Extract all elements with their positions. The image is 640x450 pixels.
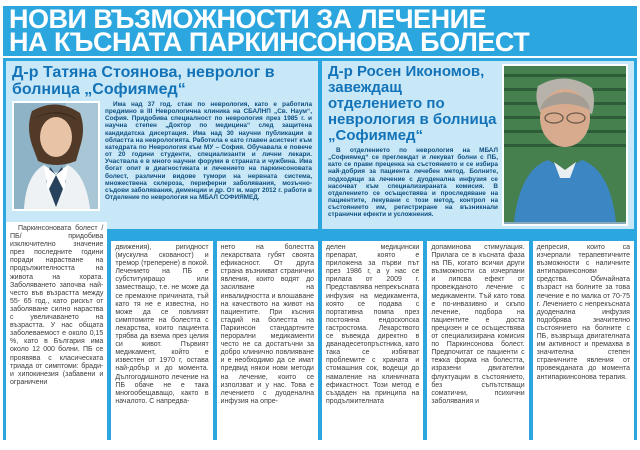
doctor-right-bio: В отделението по неврология на МБАЛ „Софиямед“ се преглеждат и лекуват болни с ПБ, като се прави преценка на състоянието и се избира най-добрия за пациента лечебен метод. Болните, подходящи за лечение с дуоденална инфузия се насочват към специализираната комисия. В отделението се осъществява и проследяване на пациентите, лекувани с този метод, контрол на състоянието им, регистриране на възникнали странични ефекти и усложнения. bbox=[328, 147, 498, 219]
headline-line-1: НОВИ ВЪЗМОЖНОСТИ ЗА ЛЕЧЕНИЕ bbox=[9, 6, 486, 34]
article-column-2: движения), ригидност (мускулна скованост) и тремор (треперене) в покой. Лечението на ПБ е субституиращо или заместващо, т.е. не може да се премахне причината, тъй като тя не е известна, но може да се повлияят симптомите на болестта с лекарства, които пациента трябва да взема през целия си живот. Първият медикамент, който е известен от 1970 г, остава най-добър и до момента. Дългогодишното лечение на ПБ обаче не е така многообещаващо, както в началото. С напредва- bbox=[111, 241, 212, 443]
article-column-6: депресия, които са изчерпали терапевтичните възможности с наличните антипаркинсонови средства. Обичайната възраст на болните за това лечение е по малка от 70-75 г. Лечението с непрекъсната дуоденална инфузия подобрява значително състоянието на болните с ПБ, възвръща двигателната им активност и премахва в значителна степен страничните явления от провежданата до момента антипаркинсонова терапия. bbox=[533, 241, 634, 443]
article-column-1: Паркинсоновата болест /ПБ/ придобива изключително значение през последните години поради нарастване на продължителността на живота на хората. Заболяването започва най-често във възрастта между 55- 65 год., като рискът от заболяване силно нараства с увеличаването на възрастта. У нас общата заболеваемост е около 0,15 %, като в България има около 12 000 болни. ПБ се проявява с класическата триада от симптоми: бради- и хипокинезия (забавени и ограничени bbox=[6, 222, 107, 443]
doctor-left-bio-row bbox=[12, 101, 312, 211]
headline-band bbox=[3, 6, 637, 56]
article-body bbox=[3, 58, 637, 440]
article-column-5: допаминова стимулация. Прилага се в късната фаза на ПБ, когато всички други възможности са изчерпани и липсва ефект от провежданото лечение с медикаменти. Тъй като това е по-инвазивно и скъпо лечение, подбора на пациентите е доста прецизен и се осъществява от специализирана комисия по Паркинсонова болест. Предпочитат се пациенти с тежка форма на болестта, изразени двигателни флуктуации в състоянието, без съпътстващи соматични, психични заболявания и bbox=[427, 241, 528, 443]
doctor-right-text bbox=[328, 64, 498, 226]
doctor-left-name: Д-р Татяна Стоянова, невролог в болница „Софиямед“ bbox=[12, 64, 275, 98]
newspaper-page bbox=[0, 6, 640, 450]
doctor-panel-right bbox=[322, 61, 634, 229]
doctor-panel-left bbox=[6, 61, 318, 229]
article-column-4: делен медицински препарат, която е приложена за първи път през 1986 г, а у нас се прилага от 2009 г. Представлява непрекъсната инфузия на медикамента, която се подава с портативна помпа през постоянна ендоскопска гастростома. Лекарството се въвежда директно в дванадесетопръстника, като така се избягват проблемите с храната и стомашния сок, водещи до намаление на клиничната ефикастност. Този метод е създаден на принципа на продължителната bbox=[322, 241, 423, 443]
doctor-left-photo bbox=[12, 101, 100, 211]
doctor-right-photo bbox=[502, 64, 628, 226]
article-columns bbox=[6, 225, 634, 443]
doctor-left-bio: Има над 37 год. стаж по неврология, като е работила предимно в III Неврологична клиника на СБАЛНП „Св. Наум“, София. Придобива специалност по неврология през 1985 г. и научна степен „Доктор по медицина“ след защитена кандидатска дисертация. Има над 30 научни публикации в областта на неврологията. Работила е като главен асистент към катедрата по Неврология към МУ – София. Обучавала е повече от 20 години студенти, специализанти и лични лекари. Участвала е в много научни форуми в страната и чужбина. Има богат опит в диагностиката и лечението на паркинсоновата болест, различни видове тумори на нервната система, множествена склероза, периферни заболявания, мозъчно-съдови заболявания, деменции и др. От м. март 2012 г. работи в Отделение по неврология на МБАЛ СОФИЯМЕД. bbox=[105, 101, 312, 202]
woman-portrait-icon bbox=[14, 103, 98, 209]
article-column-3: нето на болестта лекарствата губят своята ефикасност. От друга страна възникват странични явления, които водят до засилване на инвалидността и влошаване на качеството на живот на пациентите. При късния стадий на болестта на Паркинсон стандартните перорални медикаменти често не са достатъчни за добро клинично повлияване и е необходимо да се имат предвид някои нови методи на лечение, които се използват и у нас. Това е лечението с дуоденална инфузия на опре- bbox=[217, 241, 318, 443]
doctor-panels bbox=[6, 61, 634, 229]
doctor-right-name: Д-р Росен Икономов, завеждащ отделението по неврология в болница „Софиямед“ bbox=[328, 63, 497, 144]
headline-line-2: НА КЪСНАТА ПАРКИНСОНОВА БОЛЕСТ bbox=[9, 27, 530, 56]
man-portrait-icon bbox=[504, 66, 626, 222]
